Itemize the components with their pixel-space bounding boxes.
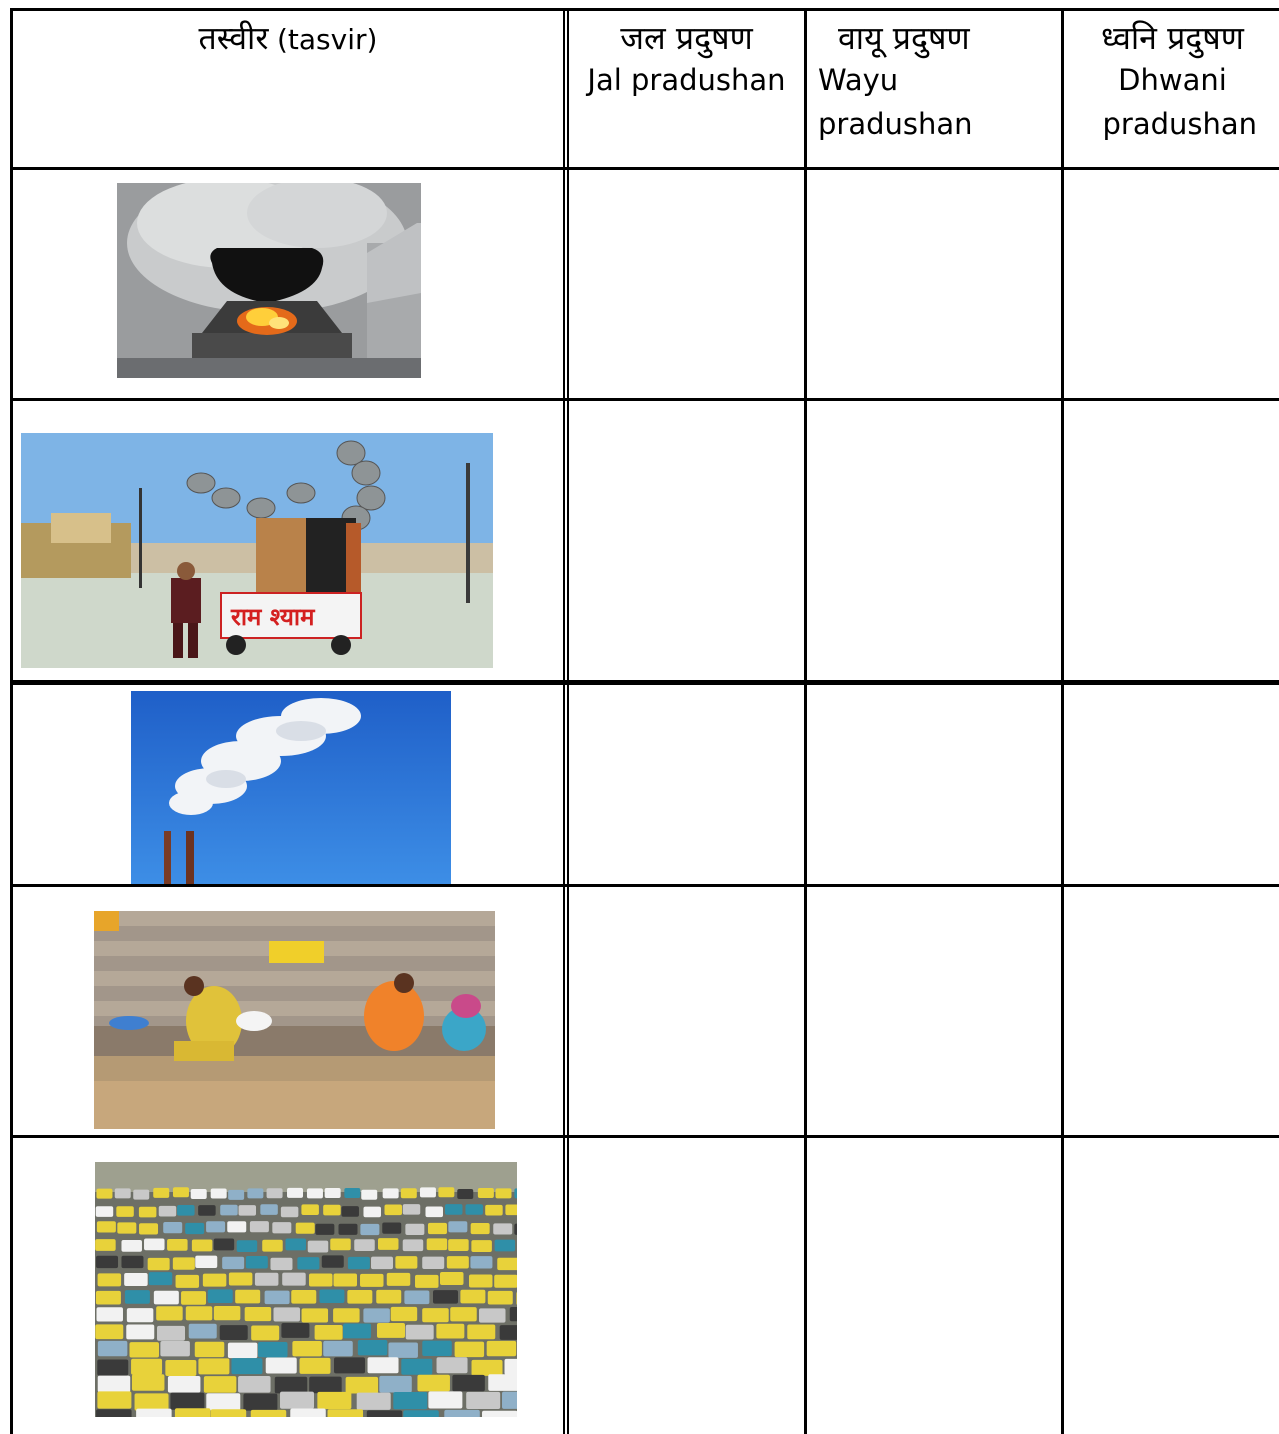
- cart-sign-text: राम श्याम: [231, 603, 315, 631]
- column-divider: [1061, 8, 1064, 1434]
- column-divider: [804, 8, 807, 1434]
- header-jal-roman: Jal pradushan: [587, 63, 786, 97]
- column-divider: [563, 8, 569, 1434]
- row-divider: [10, 398, 1279, 401]
- row-divider: [10, 884, 1279, 887]
- header-dhwani-roman: Dhwani pradushan: [1102, 63, 1258, 141]
- row-divider: [10, 1135, 1279, 1138]
- header-wayu-roman: Wayu pradushan: [818, 63, 973, 141]
- factory-chimney-smoke-photo: [131, 691, 451, 884]
- row-divider: [10, 167, 1279, 170]
- header-tasvir-hindi: तस्वीर: [198, 19, 269, 57]
- header-wayu-pradushan: [818, 18, 1056, 146]
- header-wayu-hindi: वायू प्रदुषण: [838, 19, 970, 57]
- table-border-left: [10, 8, 13, 1434]
- traffic-jam-photo: [95, 1162, 517, 1417]
- header-tasvir-roman: (tasvir): [277, 23, 378, 56]
- loudspeaker-cart-photo: [21, 433, 493, 668]
- row-divider: [10, 683, 1279, 685]
- table-border-top: [10, 8, 1279, 11]
- header-dhwani-pradushan: [1066, 18, 1279, 146]
- header-jal-hindi: जल प्रदुषण: [620, 19, 753, 57]
- header-tasvir: [13, 18, 563, 61]
- washing-clothes-river-photo: [94, 911, 495, 1129]
- cooking-stove-smoke-photo: [117, 183, 421, 378]
- header-dhwani-hindi: ध्वनि प्रदुषण: [1101, 19, 1244, 57]
- header-jal-pradushan: [569, 18, 804, 102]
